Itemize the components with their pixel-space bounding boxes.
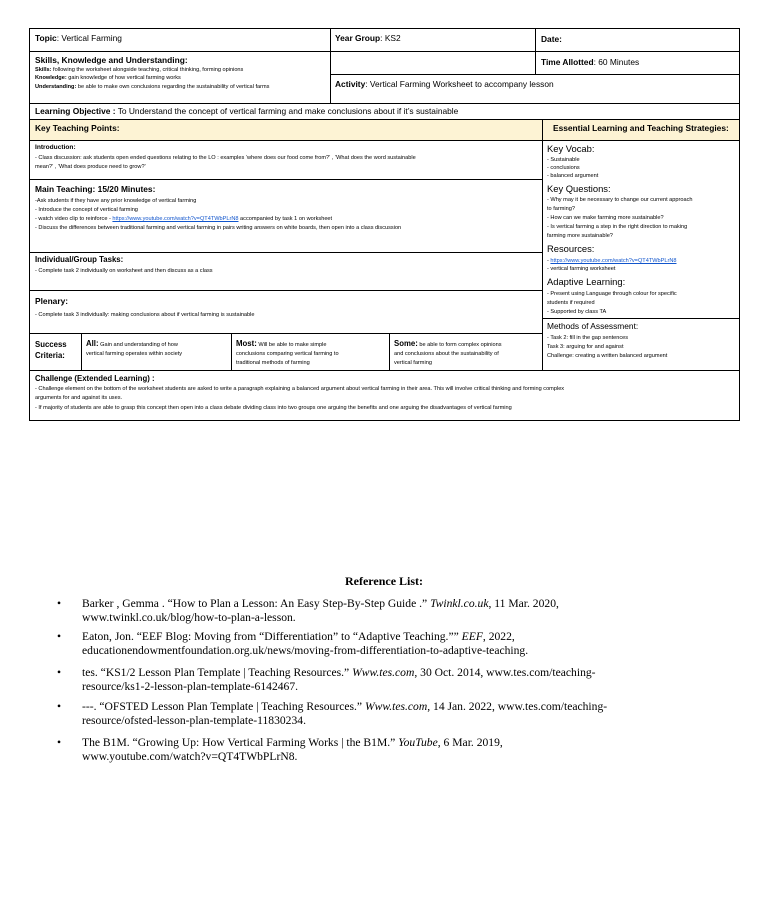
key-question-line: - Is vertical farming a step in the right direction to making: [547, 224, 688, 230]
assessment-line: - Task 2: fill in the gap sentences: [547, 335, 629, 341]
video-link[interactable]: https://www.youtube.com/watch?v=QT4TWbPLrN8: [112, 216, 239, 222]
success-some: Some: be able to form complex opinions and conclusions about the sustainability of vertical farming: [394, 339, 502, 366]
main-teaching-line-4: - Discuss the differences between traditional farming and vertical farming in pairs writing answers on white boards, then open into a class discussion: [35, 225, 402, 231]
introduction-title: Introduction:: [35, 144, 76, 151]
main-teaching-line-1: -Ask students if they have any prior knowledge of vertical farming: [35, 198, 197, 204]
key-question-line: - Why may it be necessary to change our current approach: [547, 197, 693, 203]
bullet: •: [57, 597, 62, 610]
reference-entry: ---. “OFSTED Lesson Plan Template | Teaching Resources.” Www.tes.com, 14 Jan. 2022, www.tes.com/teaching- resource/ofsted-lesson-plan-template-11830234.: [82, 700, 608, 727]
bullet: •: [57, 700, 62, 713]
introduction-line-2: mean?’ , ‘What does produce need to grow?’: [35, 164, 146, 170]
date-field: Date:: [541, 34, 562, 44]
key-question-line: - How can we make farming more sustainable?: [547, 215, 664, 221]
bullet: •: [57, 736, 62, 749]
key-vocab-item: - balanced argument: [547, 173, 599, 179]
reference-list-title: Reference List:: [344, 574, 424, 588]
adaptive-learning-line: students if required: [547, 300, 595, 306]
challenge-line-3: - If majority of students are able to grasp this concept then open into a class debate dividing class into two groups one arguing the benefits and one arguing the disadvantages of vertical farming: [35, 405, 512, 411]
success-criteria-label: Success Criteria:: [35, 340, 67, 360]
adaptive-learning-line: - Supported by class TA: [547, 309, 607, 315]
plenary-title: Plenary:: [35, 296, 69, 306]
reference-entry: Barker , Gemma . “How to Plan a Lesson: An Easy Step-By-Step Guide .” Twinkl.co.uk, 11 Mar. 2020, www.twinkl.co.uk/blog/how-to-plan-a-lesson.: [82, 597, 559, 624]
success-all: All: Gain and understanding of how vertical farming operates within society: [86, 339, 183, 357]
key-questions-title: Key Questions:: [547, 183, 611, 194]
plenary-text: - Complete task 3 individually: making conclusions about if vertical farming is sustainable: [35, 312, 255, 318]
resources-link-line: - https://www.youtube.com/watch?v=QT4TWbPLrN8: [547, 258, 677, 264]
challenge-line-1: - Challenge element on the bottom of the worksheet students are asked to write a paragraph explaining a balanced argument about vertical farming in their area. This will involve critical thinking and forming complex: [35, 386, 565, 392]
resources-video-link[interactable]: https://www.youtube.com/watch?v=QT4TWbPLrN8: [550, 258, 677, 264]
reference-entry: tes. “KS1/2 Lesson Plan Template | Teaching Resources.” Www.tes.com, 30 Oct. 2014, www.tes.com/teaching- resource/ks1-2-lesson-plan-template-6142467.: [82, 666, 596, 693]
skills-line: Skills: following the worksheet alongside teaching, critical thinking, forming opinions: [35, 67, 244, 73]
assessment-line: Challenge: creating a written balanced argument: [547, 353, 668, 359]
year-group-field: Year Group: KS2: [335, 33, 401, 43]
main-teaching-line-2: - Introduce the concept of vertical farming: [35, 207, 138, 213]
key-vocab-title: Key Vocab:: [547, 143, 595, 154]
reference-entry: The B1M. “Growing Up: How Vertical Farming Works | the B1M.” YouTube, 6 Mar. 2019, www.youtube.com/watch?v=QT4TWbPLrN8.: [82, 736, 503, 763]
key-question-line: to farming?: [547, 206, 575, 212]
topic-field: Topic: Vertical Farming: [35, 33, 122, 43]
main-teaching-line-3: - watch video clip to reinforce - https://www.youtube.com/watch?v=QT4TWbPLrN8 accompanied by task 1 on worksheet: [35, 216, 333, 222]
bullet: •: [57, 630, 62, 643]
key-question-line: farming more sustainable?: [547, 233, 613, 239]
time-allotted-field: Time Allotted: 60 Minutes: [541, 57, 640, 67]
introduction-line-1: - Class discussion: ask students open ended questions relating to the LO : examples ‘where does our food come from?’ , ‘What does the word sustainable: [35, 155, 416, 161]
key-vocab-item: - conclusions: [547, 165, 580, 171]
reference-entry: Eaton, Jon. “EEF Blog: Moving from “Differentiation” to “Adaptive Teaching.”” EEF, 2022, educationendowmentfoundation.org.uk/news/moving-from-differentiation-to-adaptive-teaching.: [82, 630, 529, 657]
assessment-title: Methods of Assessment:: [547, 321, 639, 331]
understanding-line: Understanding: be able to make own conclusions regarding the sustainability of vertical farms: [35, 84, 270, 90]
knowledge-line: Knowledge: gain knowledge of how vertical farming works: [35, 75, 181, 81]
bullet: •: [57, 666, 62, 679]
adaptive-learning-title: Adaptive Learning:: [547, 276, 626, 287]
success-most: Most: Will be able to make simple conclusions comparing vertical farming to traditional methods of farming: [236, 339, 339, 366]
learning-objective: Learning Objective : To Understand the concept of vertical farming and make conclusions about if it’s sustainable: [35, 106, 459, 116]
key-vocab-item: - Sustainable: [547, 157, 580, 163]
main-teaching-title: Main Teaching: 15/20 Minutes:: [35, 184, 156, 194]
resources-title: Resources:: [547, 243, 595, 254]
adaptive-learning-line: - Present using Language through colour for specific: [547, 291, 677, 297]
activity-field: Activity: Vertical Farming Worksheet to accompany lesson: [335, 79, 554, 89]
challenge-title: Challenge (Extended Learning) :: [35, 374, 155, 383]
resources-worksheet: - vertical farming worksheet: [547, 266, 616, 272]
challenge-line-2: arguments for and against its uses.: [35, 395, 123, 401]
individual-tasks-text: - Complete task 2 individually on worksheet and then discuss as a class: [35, 268, 213, 274]
individual-tasks-title: Individual/Group Tasks:: [35, 255, 124, 264]
assessment-line: Task 3: arguing for and against: [547, 344, 624, 350]
lesson-plan-table: [29, 28, 740, 421]
essential-strategies-header: Essential Learning and Teaching Strategies:: [553, 123, 729, 133]
key-teaching-points-header: Key Teaching Points:: [35, 123, 120, 133]
skills-title: Skills, Knowledge and Understanding:: [35, 55, 188, 65]
